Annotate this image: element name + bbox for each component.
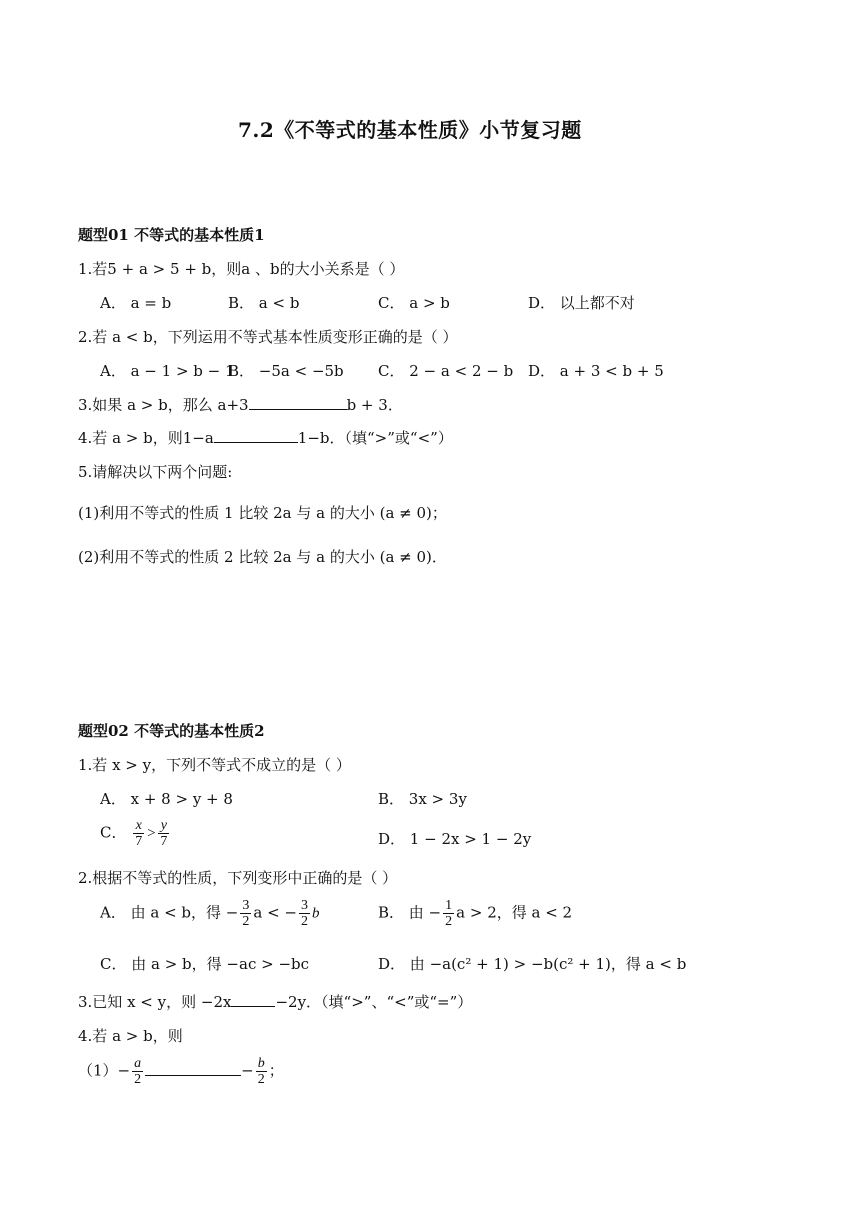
option-b [378, 898, 572, 929]
option-b: B． 3x > 3y [378, 790, 467, 808]
question-1-1: 1.若5 + a > 5 + b，则a 、b的大小关系是（ ） [78, 260, 405, 278]
option-d: D． 以上都不对 [528, 294, 635, 312]
fraction-y-over-7: $\frac{y}{7}$ [160, 818, 168, 849]
answer-blank[interactable] [249, 395, 347, 410]
question-2-1: 1.若 x > y，下列不等式不成立的是（ ） [78, 756, 351, 774]
question-1-4 [78, 427, 453, 448]
fraction-3-over-2: $\frac{3}{2}$ [242, 898, 250, 929]
option-b: B． −5a < −5b [228, 362, 344, 380]
fraction-x-over-7: $\frac{x}{7}$ [135, 818, 143, 849]
question-1-5-part-1: (1)利用不等式的性质 1 比较 2a 与 a 的大小 (a ≠ 0)； [78, 504, 447, 522]
answer-blank[interactable] [231, 992, 275, 1007]
question-2-3 [78, 991, 472, 1012]
question-1-3 [78, 394, 403, 415]
option-text: a < − [253, 903, 297, 922]
question-text: 1−b．（填“>”或“<”） [297, 429, 453, 447]
part-label: （1）− [78, 1061, 131, 1080]
option-d: D． 由 −a(c² + 1) > −b(c² + 1)，得 a < b [378, 955, 687, 973]
option-c: C． 2 − a < 2 − b [378, 362, 514, 380]
option-d: D． a + 3 < b + 5 [528, 362, 664, 380]
option-b: B． a < b [228, 294, 300, 312]
option-a: A． a − 1 > b − 1 [100, 362, 235, 380]
question-text: 4.若 a > b，则1−a [78, 429, 214, 447]
fraction-a-over-2: $\frac{a}{2}$ [134, 1056, 142, 1087]
question-text: 3.如果 a > b，那么 a+3 [78, 396, 249, 414]
fraction-3-over-2: $\frac{3}{2}$ [300, 898, 308, 929]
question-2-2: 2.根据不等式的性质，下列变形中正确的是（ ） [78, 869, 398, 887]
option-a: A． a = b [100, 294, 172, 312]
option-c: C． 由 a > b，得 −ac > −bc [100, 955, 310, 973]
option-text: B． 由 − [378, 903, 442, 922]
page-title: 7.2《不等式的基本性质》小节复习题 [238, 118, 582, 142]
option-d: D． 1 − 2x > 1 − 2y [378, 830, 532, 848]
section-heading-2: 题型02 不等式的基本性质2 [78, 722, 265, 740]
question-text: b + 3． [346, 396, 403, 414]
question-text: −2y．（填“>”、“<”或“=”） [275, 993, 473, 1011]
option-text: a > 2，得 a < 2 [456, 903, 573, 922]
answer-blank[interactable] [214, 428, 298, 443]
question-1-5: 5.请解决以下两个问题: [78, 463, 233, 481]
question-1-5-part-2: (2)利用不等式的性质 2 比较 2a 与 a 的大小 (a ≠ 0)． [78, 548, 447, 566]
option-a: A． 由 a < b，得 − $\frac{3}{2}$ a < − $\frac{3}{2}$ b [100, 898, 320, 929]
answer-blank[interactable] [145, 1061, 241, 1076]
option-label: C． [100, 823, 127, 842]
fraction-b-over-2: $\frac{b}{2}$ [257, 1056, 265, 1087]
section-heading-1: 题型01 不等式的基本性质1 [78, 226, 265, 244]
question-2-4-part-1: （1）− $\frac{a}{2}$ − $\frac{b}{2}$ ； [78, 1056, 284, 1087]
question-2-4: 4.若 a > b，则 [78, 1027, 183, 1045]
question-1-2: 2.若 a < b，下列运用不等式基本性质变形正确的是（ ） [78, 328, 458, 346]
fraction-1-over-2: $\frac{1}{2}$ [445, 898, 453, 929]
question-text: 3.已知 x < y，则 −2x [78, 993, 232, 1011]
option-c: C． a > b [378, 294, 450, 312]
option-a: A． x + 8 > y + 8 [100, 790, 233, 808]
option-c: C． $\frac{x}{7}$ > $\frac{y}{7}$ [100, 818, 168, 849]
option-text: A． 由 a < b，得 − [100, 903, 239, 922]
